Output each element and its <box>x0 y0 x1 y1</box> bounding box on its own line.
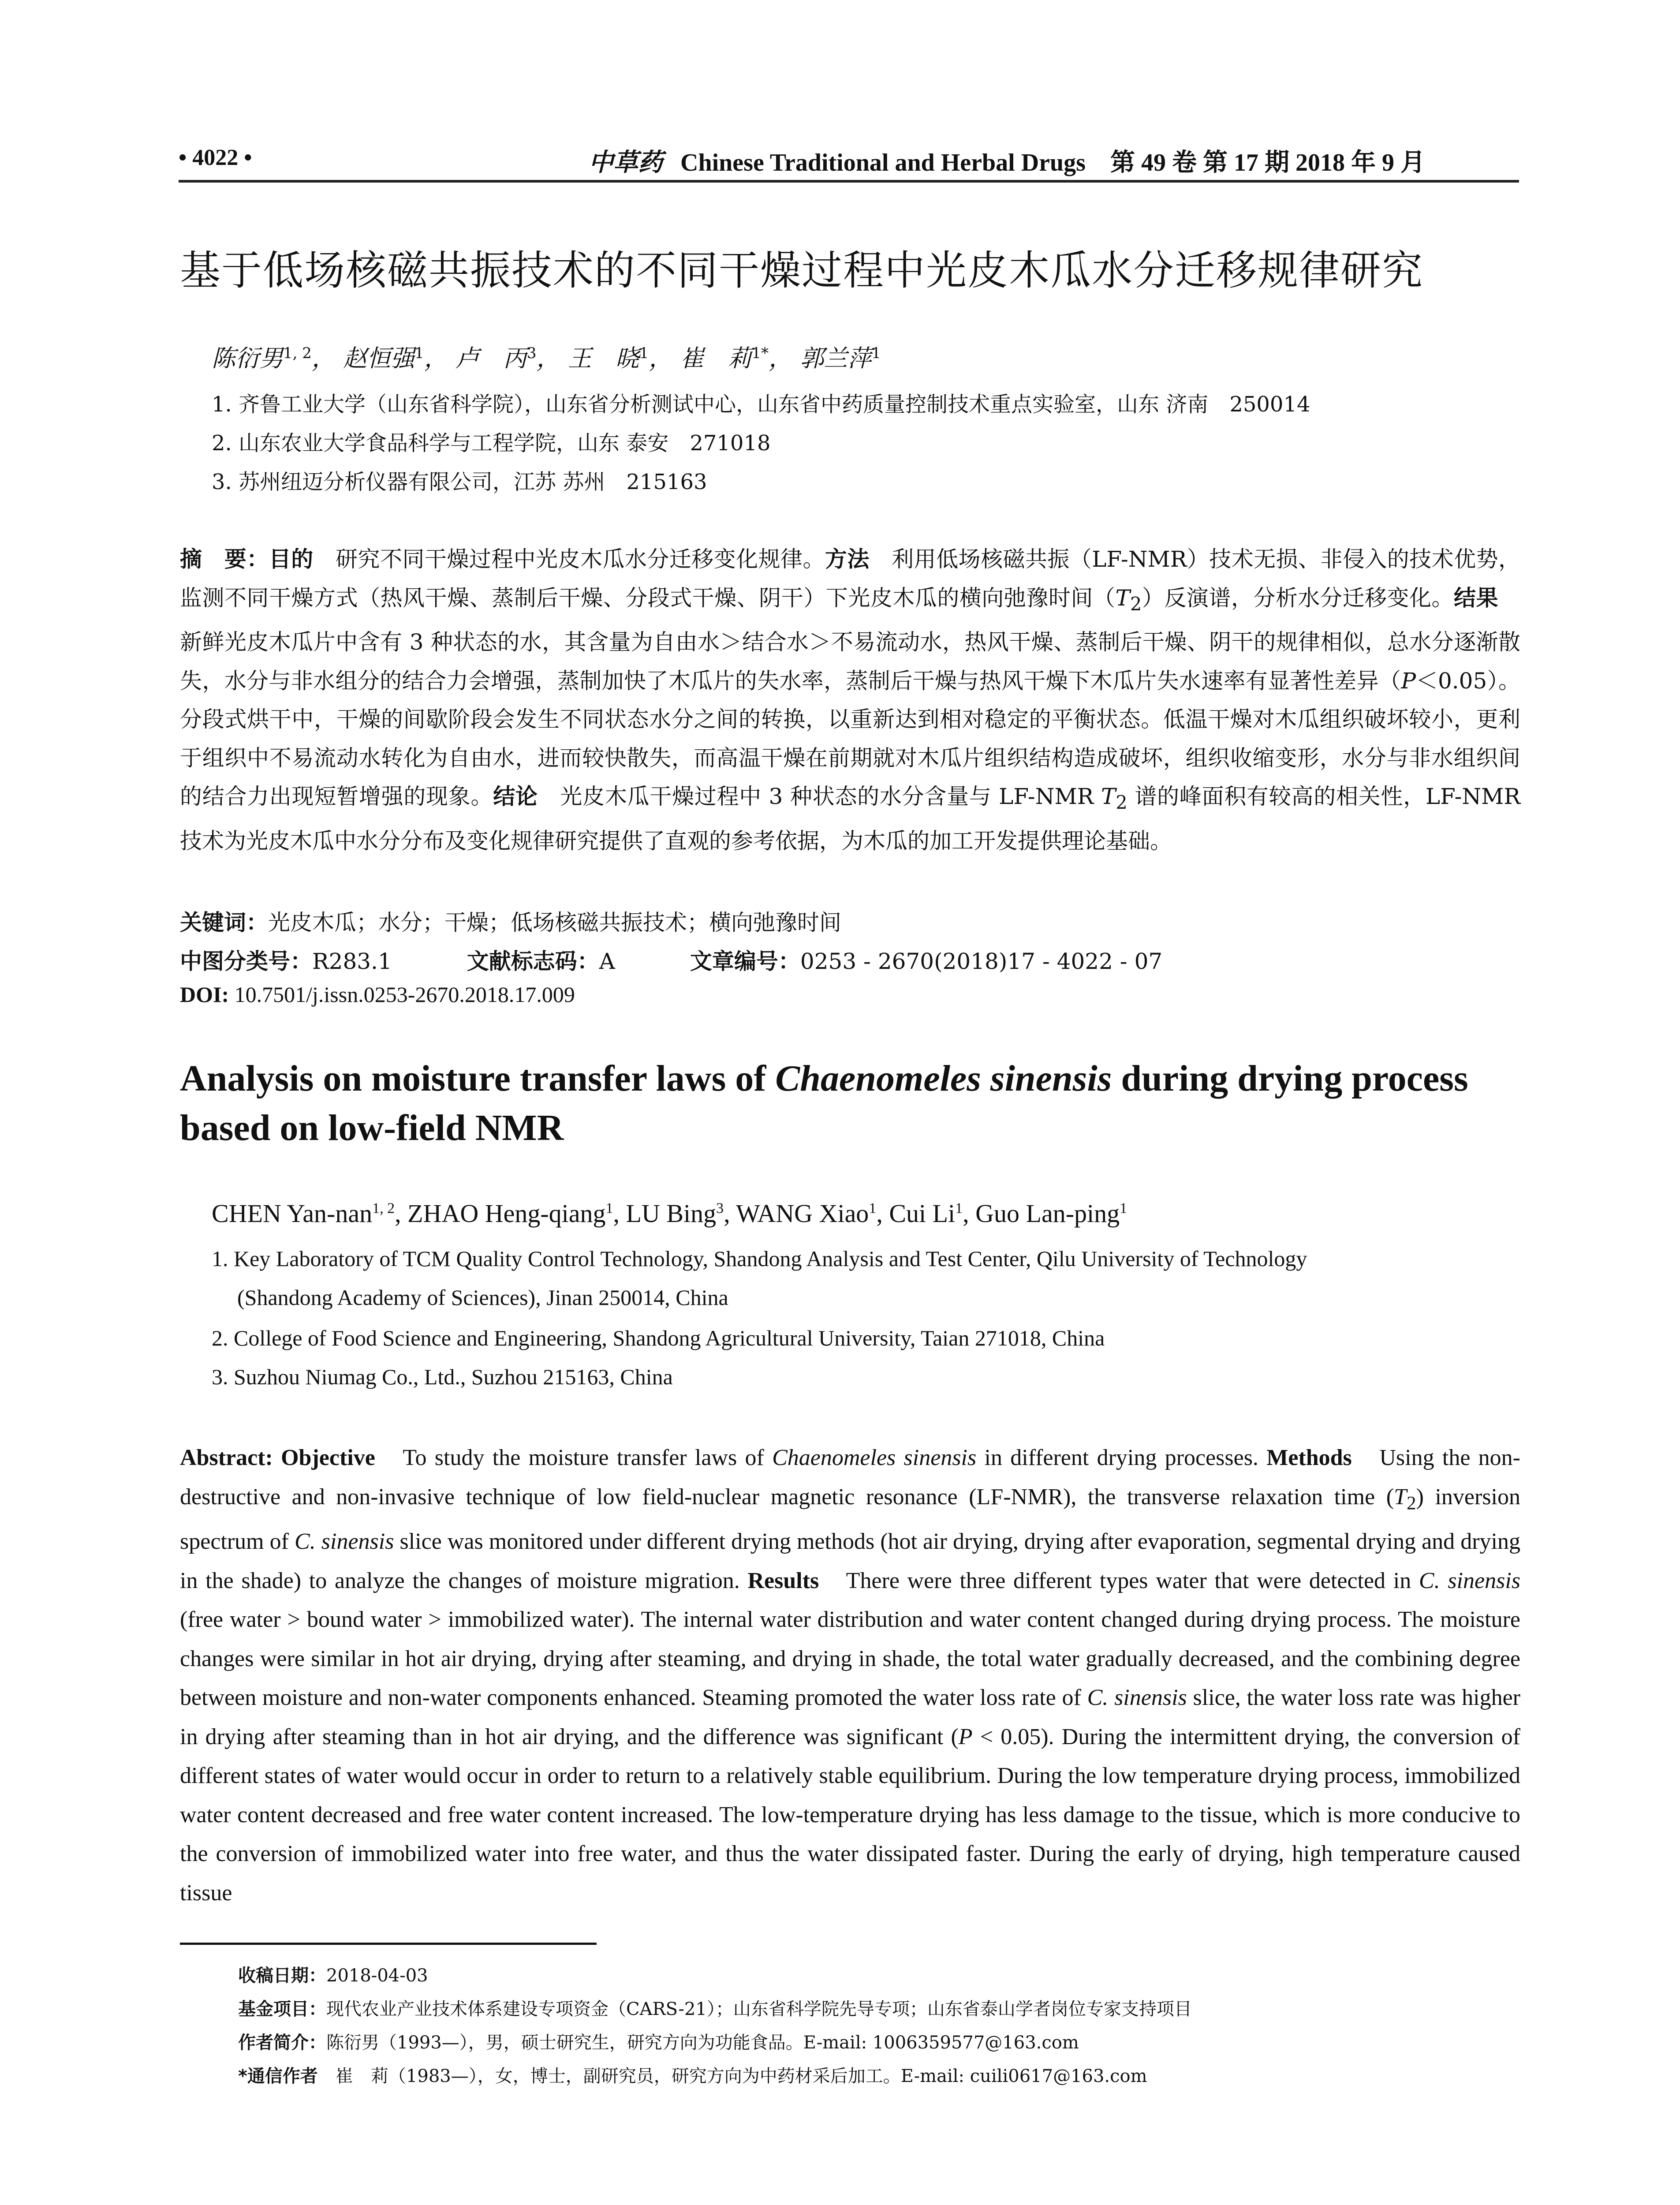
title-en-species: Chaenomeles sinensis <box>775 1058 1112 1099</box>
symbol-p: P <box>958 1724 973 1749</box>
author-sup: 3 <box>716 1200 724 1217</box>
author-sup: 3 <box>526 344 537 362</box>
author-sup: 1, 2 <box>372 1200 395 1217</box>
author-cn: 崔 莉 <box>680 344 752 372</box>
symbol-t: T <box>1115 585 1130 611</box>
objective-label: 目的 <box>269 546 314 572</box>
species-name: C. sinensis <box>1087 1685 1187 1711</box>
received-date: 2018-04-03 <box>326 1966 428 1986</box>
symbol-sub: 2 <box>1116 792 1127 813</box>
footnote-corresponding <box>238 2062 1147 2087</box>
received-label: 收稿日期： <box>238 1966 326 1986</box>
bio-label: 作者简介： <box>238 2033 326 2053</box>
species-name: C. sinensis <box>295 1529 394 1555</box>
author-en: ZHAO Heng-qiang <box>407 1199 606 1228</box>
affiliation-en-1 <box>212 1239 1517 1317</box>
author-en: LU Bing <box>626 1199 717 1228</box>
affiliation-en-1-line1: 1. Key Laboratory of TCM Quality Control Technology, Shandong Analysis and Test Center, Qilu University of Technology <box>212 1246 1307 1271</box>
clc-label: 中图分类号： <box>180 949 312 974</box>
species-name: Chaenomeles sinensis <box>772 1445 977 1470</box>
journal-line-wrap <box>589 143 1425 178</box>
footnote-fund <box>238 1995 1192 2020</box>
author-sup: 1 <box>639 344 649 362</box>
authors-cn: 陈衍男$^{1, 2}$， 赵恒强$^1$， 卢 丙$^3$， 王 晓$^1$， 崔 莉$^{1*}$， 郭兰萍$^1$ <box>212 344 881 372</box>
affiliation-cn-1: 1. 齐鲁工业大学（山东省科学院），山东省分析测试中心，山东省中药质量控制技术重点实验室，山东 济南 250014 <box>212 392 1310 417</box>
author-cn: 郭兰萍 <box>800 344 872 372</box>
footnote-received <box>238 1962 428 1987</box>
author-sup: 1 <box>955 1200 963 1217</box>
journal-logo: 中草药 <box>589 148 663 177</box>
author-sup: 1 <box>869 1200 877 1217</box>
author-sup: 1 <box>414 344 424 362</box>
doi-value: 10.7501/j.issn.0253-2670.2018.17.009 <box>229 982 575 1007</box>
corresponding-text: 崔 莉（1983—），女，博士，副研究员，研究方向为中药材采后加工。E-mail: cuili0617@163.com <box>317 2066 1147 2086</box>
results-label: Results <box>747 1568 819 1593</box>
conclusion-text: 光皮木瓜干燥过程中 3 种状态的水分含量与 LF-NMR <box>538 784 1101 809</box>
symbol-p: P <box>1401 668 1416 694</box>
species-name: C. sinensis <box>1419 1568 1520 1593</box>
classification-line <box>180 944 1162 975</box>
doc-code-label: 文献标志码： <box>467 949 599 974</box>
methods-text: slice was monitored under different drying methods (hot air drying, drying after evaporation, segmental drying and drying in the shade) to analyze the changes of moisture migration. <box>180 1529 1520 1593</box>
keywords-cn <box>180 905 841 937</box>
methods-text: 利用低场核磁共振（LF-NMR）技术无损、非侵入的技术优势，监测不同干燥方式（热风干燥、蒸制后干燥、分段式干燥、阴干）下光皮木瓜的横向弛豫时间（ <box>180 546 1521 611</box>
conclusion-text: 谱的峰面积有较高的相关性，LF-NMR 技术为光皮木瓜中水分分布及变化规律研究提供了直观的参考依据，为木瓜的加工开发提供理论基础。 <box>180 784 1521 854</box>
conclusion-label: 结论 <box>493 784 538 809</box>
article-no-value: 0253 - 2670(2018)17 - 4022 - 07 <box>800 949 1163 974</box>
running-header <box>179 140 1519 183</box>
objective-text: in different drying processes. <box>976 1445 1267 1470</box>
doc-code-value: A <box>599 949 615 974</box>
author-sup: 1, 2 <box>283 344 312 362</box>
symbol-sub: 2 <box>1130 593 1142 615</box>
results-text: (free water > bound water > immobilized water). The internal water distribution and water content changed during drying process. The moisture changes were similar in hot air drying, drying after steaming, and drying in shade, the total water gradually decreased, and the combining degree between moisture and non-water components enhanced. Steaming promoted the water loss rate of <box>180 1607 1520 1711</box>
methods-text: Using the non-destructive and non-invasive technique of low field-nuclear magnetic resonance (LF-NMR), the transverse relaxation time ( <box>180 1445 1520 1510</box>
abstract-label: 摘 要： <box>180 546 269 572</box>
methods-label: 方法 <box>825 546 870 572</box>
results-text: There were three different types water that were detected in <box>819 1568 1419 1593</box>
symbol-sub: 2 <box>1406 1492 1416 1514</box>
abstract-objective-label: Abstract: Objective <box>180 1445 375 1470</box>
symbol-t: T <box>1394 1484 1407 1510</box>
author-sup: 1* <box>751 344 769 362</box>
title-en <box>180 1054 1503 1153</box>
title-en-part: during drying process based on low-field NMR <box>180 1058 1468 1148</box>
objective-text: 研究不同干燥过程中光皮木瓜水分迁移变化规律。 <box>313 546 825 572</box>
title-en-part: Analysis on moisture transfer laws of <box>180 1058 776 1099</box>
methods-label: Methods <box>1266 1445 1352 1470</box>
affiliation-en-3: 3. Suzhou Niumag Co., Ltd., Suzhou 215163, China <box>212 1364 673 1389</box>
author-en: CHEN Yan-nan <box>212 1199 373 1228</box>
results-label: 结果 <box>1454 585 1499 611</box>
doi-label: DOI: <box>180 982 229 1007</box>
title-cn: 基于低场核磁共振技术的不同干燥过程中光皮木瓜水分迁移规律研究 <box>180 247 1424 294</box>
author-sup: 1 <box>605 1200 613 1217</box>
results-text: ＜0.05）。分段式烘干中，干燥的间歇阶段会发生不同状态水分之间的转换，以重新达到相对稳定的平衡状态。低温干燥对木瓜组织破坏较小，更利于组织中不易流动水转化为自由水，进而较快散失，而高温干燥在前期就对木瓜片组织结构造成破坏，组织收缩变形，水分与非水组织间的结合力出现短暂增强的现象。 <box>180 668 1520 809</box>
keywords-label: 关键词： <box>180 910 268 935</box>
author-en: Guo Lan-ping <box>975 1199 1120 1228</box>
bio-text: 陈衍男（1993—），男，硕士研究生，研究方向为功能食品。E-mail: 1006359577@163.com <box>326 2033 1079 2053</box>
results-text: < 0.05). During the intermittent drying, the conversion of different states of water would occur in order to return to a relatively stable equilibrium. During the low temperature drying process, immobilized water content decreased and free water content increased. The low-temperature drying has less damage to the tissue, which is more conducive to the conversion of immobilized water into free water, and thus the water dissipated faster. During the early of drying, high temperature caused tissue <box>180 1724 1520 1906</box>
page-number: • 4022 • <box>179 145 252 170</box>
corresponding-label: *通信作者 <box>238 2066 318 2086</box>
results-text: 新鲜光皮木瓜片中含有 3 种状态的水，其含量为自由水＞结合水＞不易流动水，热风干燥、蒸制后干燥、阴干的规律相似，总水分逐渐散失，水分与非水组分的结合力会增强，蒸制加快了木瓜片的失水率，蒸制后干燥与热风干燥下木瓜片失水速率有显著性差异（ <box>180 585 1521 694</box>
article-no-label: 文章编号： <box>690 949 800 974</box>
symbol-t: T <box>1101 784 1116 809</box>
journal-line: Chinese Traditional and Herbal Drugs 第 49 卷 第 17 期 2018 年 9 月 <box>680 149 1425 176</box>
affiliation-en-2: 2. College of Food Science and Engineering, Shandong Agricultural University, Taian 271018, China <box>212 1326 1105 1350</box>
author-cn: 赵恒强 <box>343 344 415 372</box>
affiliation-en-1-line2: (Shandong Academy of Sciences), Jinan 250014, China <box>237 1285 728 1310</box>
author-cn: 陈衍男 <box>212 344 283 372</box>
author-cn: 王 晓 <box>567 344 639 372</box>
author-en: Cui Li <box>889 1199 956 1228</box>
clc-value: R283.1 <box>312 949 392 974</box>
authors-en: CHEN Yan-nan$^{1, 2}$, ZHAO Heng-qiang$^1$, LU Bing$^3$, WANG Xiao$^1$, Cui Li$^1$, Guo Lan-ping$^1$ <box>212 1199 1127 1228</box>
affiliation-cn-2: 2. 山东农业大学食品科学与工程学院，山东 泰安 271018 <box>212 431 771 456</box>
author-cn: 卢 丙 <box>455 344 527 372</box>
footnote-rule <box>180 1943 597 1945</box>
objective-text: To study the moisture transfer laws of <box>375 1445 773 1470</box>
footnote-author-bio <box>238 2029 1079 2054</box>
author-en: WANG Xiao <box>736 1199 869 1228</box>
abstract-en <box>180 1439 1520 1913</box>
abstract-cn <box>180 540 1520 860</box>
doi-line <box>180 982 575 1007</box>
author-sup: 1 <box>1120 1200 1127 1217</box>
results-text: slice, the water loss rate was higher in drying after steaming than in hot air drying, and the difference was significant ( <box>180 1685 1520 1749</box>
keywords-text: 光皮木瓜；水分；干燥；低场核磁共振技术；横向弛豫时间 <box>268 910 841 935</box>
author-sup: 1 <box>871 344 881 362</box>
methods-text: ) inversion spectrum of <box>180 1484 1520 1555</box>
affiliation-cn-3: 3. 苏州纽迈分析仪器有限公司，江苏 苏州 215163 <box>212 470 707 494</box>
fund-text: 现代农业产业技术体系建设专项资金（CARS-21）；山东省科学院先导专项；山东省泰山学者岗位专家支持项目 <box>326 1999 1192 2019</box>
methods-text: ）反演谱，分析水分迁移变化。 <box>1142 585 1454 611</box>
fund-label: 基金项目： <box>238 1999 326 2019</box>
